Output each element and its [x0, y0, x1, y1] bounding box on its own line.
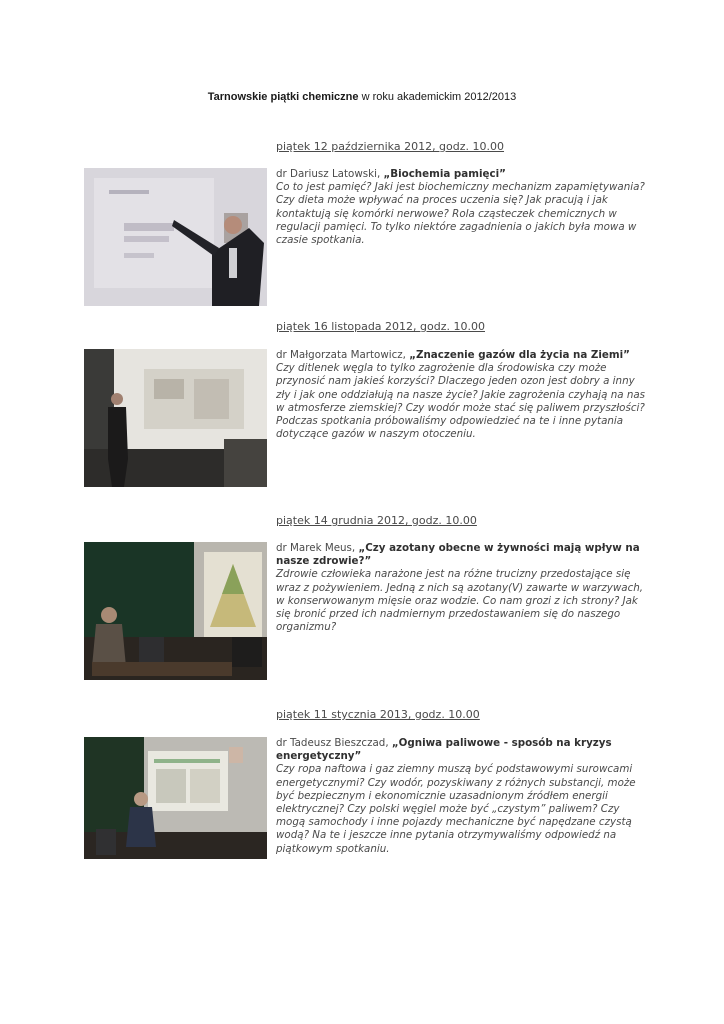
event-description: Zdrowie człowieka narażone jest na różne trucizny przedostające się wraz z pożywieniem. Jedną z nich są azotany(V) zawarte w warzywach, w konserwowanym mięsie oraz wodzie. Co nam grozi z ich strony? Jak się bronić przed ich nadmiernym przedostawaniem się do naszego organizmu?: [276, 568, 644, 634]
event-description: Czy ropa naftowa i gaz ziemny muszą być podstawowymi surowcami energetycznymi? Czy wodór, pozyskiwany z różnych substancji, może być bezpiecznym i ekonomicznie uzasadnionym źródłem energii elektrycznej? Czy polski węgiel może być „czystym” paliwem? Czy mogą samochody i inne pojazdy mechaniczne być napędzane czystą wodą? Na te i jeszcze inne pytania otrzymywaliśmy odpowiedź na piątkowym spotkaniu.: [276, 763, 636, 855]
lecture-photo: [84, 542, 267, 680]
event-speaker-line: [276, 542, 646, 568]
event-speaker-line: [276, 168, 646, 181]
event-title: „Czy azotany obecne w żywności mają wpływ na nasze zdrowie?”: [276, 542, 640, 568]
page-title: Tarnowskie piątki chemiczne w roku akademickim 2012/2013: [207, 91, 517, 103]
event-title: „Ogniwa paliwowe - sposób na kryzys energetyczny”: [276, 737, 612, 763]
event-speaker: dr Małgorzata Martowicz,: [276, 349, 410, 361]
event-text: [276, 542, 646, 634]
event-date: piątek 14 grudnia 2012, godz. 10.00: [276, 514, 477, 527]
event-speaker-line: [276, 737, 646, 763]
event-text: [276, 349, 646, 441]
event-title: „Znaczenie gazów dla życia na Ziemi”: [409, 349, 630, 361]
event-description: Co to jest pamięć? Jaki jest biochemiczny mechanizm zapamiętywania? Czy dieta może wpływać na proces uczenia się? Jak pracują i jak kontaktują się komórki nerwowe? Rola cząsteczek chemicznych w regulacji pamięci. To tylko niektóre zagadnienia o jakich była mowa w czasie spotkania.: [276, 181, 645, 247]
event-speaker: dr Tadeusz Bieszczad,: [276, 737, 392, 749]
event-text: [276, 737, 646, 856]
event-speaker: dr Dariusz Latowski,: [276, 168, 384, 180]
event-date: piątek 12 października 2012, godz. 10.00: [276, 140, 505, 153]
lecture-photo: [84, 349, 267, 487]
lecture-photo: [84, 168, 267, 306]
event-description: Czy ditlenek węgla to tylko zagrożenie dla środowiska czy może przynosić nam jakieś korzyści? Dlaczego jeden ozon jest dobry a inny zły i jak one oddziałują na nasze życie? Jakie zagrożenia czyhają na nas w atmosferze ziemskiej? Czy wodór może stać się paliwem przyszłości? Podczas spotkania próbowaliśmy odpowiedzieć na te i inne pytania dotyczące gazów w naszym otoczeniu.: [276, 362, 646, 441]
event-text: [276, 168, 646, 247]
event-speaker: dr Marek Meus,: [276, 542, 359, 554]
lecture-photo: [84, 737, 267, 859]
event-date: piątek 16 listopada 2012, godz. 10.00: [276, 320, 485, 333]
event-speaker-line: [276, 349, 646, 362]
event-title: „Biochemia pamięci”: [383, 168, 506, 180]
event-date: piątek 11 stycznia 2013, godz. 10.00: [276, 708, 480, 721]
